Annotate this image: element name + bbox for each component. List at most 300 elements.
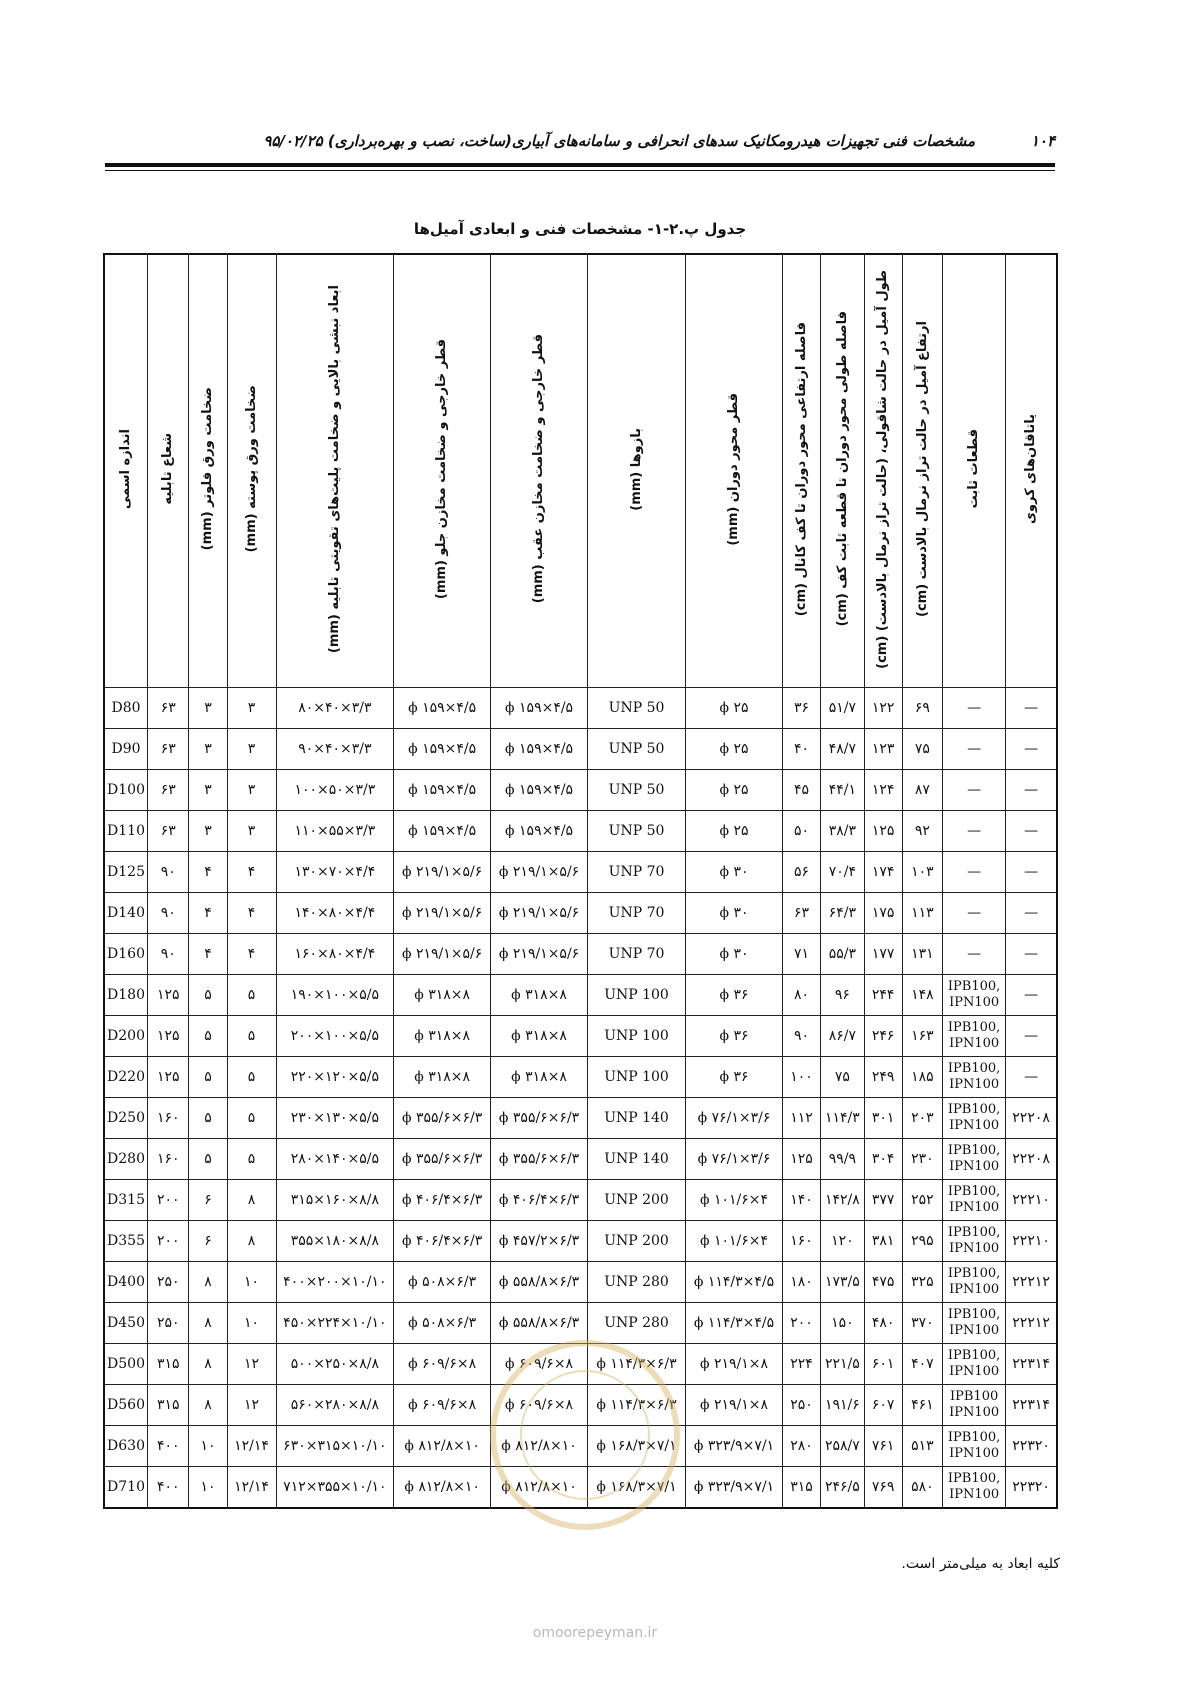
table-cell: — bbox=[1006, 729, 1057, 770]
table-cell: ۴۰۰ bbox=[148, 1426, 189, 1467]
table-cell: ۸۷ bbox=[902, 770, 942, 811]
table-cell: — bbox=[1006, 1057, 1057, 1098]
table-cell: IPB100, IPN100 bbox=[943, 1016, 1006, 1057]
table-cell: D560 bbox=[104, 1385, 148, 1426]
table-cell: ۹۰ bbox=[782, 1016, 820, 1057]
table-cell: ϕ ۲۱۹/۱×۵/۶ bbox=[394, 934, 491, 975]
table-cell: UNP 50 bbox=[588, 729, 686, 770]
column-header-label: قطر خارجی و ضخامت مخازن عقب (mm) bbox=[531, 334, 547, 604]
table-cell: ۱۴۰ bbox=[782, 1180, 820, 1221]
table-cell: ϕ ۳۵۵/۶×۶/۳ bbox=[491, 1098, 588, 1139]
table-cell: ۱۰ bbox=[227, 1262, 276, 1303]
table-cell: IPB100, IPN100 bbox=[943, 975, 1006, 1016]
table-cell: ۱۲۲ bbox=[864, 688, 902, 729]
table-cell: ϕ ۲۵ bbox=[686, 811, 783, 852]
table-cell: ۲۲۳۲۰ bbox=[1006, 1467, 1057, 1509]
table-cell: ۴۵۰×۲۲۴×۱۰/۱۰ bbox=[276, 1303, 394, 1344]
column-header-label: شعاع تابلیه bbox=[160, 433, 176, 505]
table-cell: ۲۲۳۱۴ bbox=[1006, 1385, 1057, 1426]
table-cell: ۲۵۸/۷ bbox=[821, 1426, 865, 1467]
table-cell: ϕ ۲۵ bbox=[686, 729, 783, 770]
table-row bbox=[104, 1262, 1057, 1303]
table-cell: ۷۶۹ bbox=[864, 1467, 902, 1509]
table-cell: ϕ ۱۰۱/۶×۴ bbox=[686, 1180, 783, 1221]
table-cell: ۲۲۰×۱۲۰×۵/۵ bbox=[276, 1057, 394, 1098]
table-cell: ۶۳ bbox=[148, 770, 189, 811]
table-cell: ϕ ۴۰۶/۴×۶/۳ bbox=[491, 1180, 588, 1221]
table-cell: ۵ bbox=[227, 975, 276, 1016]
table-row bbox=[104, 770, 1057, 811]
table-cell: ϕ ۱۵۹×۴/۵ bbox=[394, 811, 491, 852]
table-cell: ۳ bbox=[227, 729, 276, 770]
table-cell: ۳ bbox=[227, 688, 276, 729]
table-cell: ۹۹/۹ bbox=[821, 1139, 865, 1180]
table-cell: UNP 200 bbox=[588, 1221, 686, 1262]
table-cell: ۱۵۰ bbox=[821, 1303, 865, 1344]
table-cell: ۳ bbox=[227, 770, 276, 811]
table-cell: UNP 70 bbox=[588, 893, 686, 934]
table-cell: UNP 50 bbox=[588, 688, 686, 729]
table-cell: ۶ bbox=[189, 1180, 227, 1221]
table-cell: — bbox=[943, 729, 1006, 770]
table-cell: ϕ ۳۰ bbox=[686, 852, 783, 893]
column-header bbox=[189, 254, 227, 688]
table-cell: ϕ ۳۱۸×۸ bbox=[394, 1057, 491, 1098]
table-cell: UNP 50 bbox=[588, 811, 686, 852]
column-header bbox=[588, 254, 686, 688]
table-cell: ۷۱ bbox=[782, 934, 820, 975]
table-cell: ۳۱۵×۱۶۰×۸/۸ bbox=[276, 1180, 394, 1221]
table-cell: ϕ ۱۶۸/۳×۷/۱ bbox=[588, 1426, 686, 1467]
header-rule-thin bbox=[105, 170, 1055, 171]
table-cell: ϕ ۲۱۹/۱×۵/۶ bbox=[394, 852, 491, 893]
table-cell: ϕ ۳۲۳/۹×۷/۱ bbox=[686, 1426, 783, 1467]
column-header-label: طول آمیل در حالت شاقولی، (حالت تراز نرمال بالادست) (cm) bbox=[875, 269, 891, 669]
table-cell: ϕ ۳۱۸×۸ bbox=[491, 1016, 588, 1057]
table-cell: D280 bbox=[104, 1139, 148, 1180]
table-cell: ۷۶۱ bbox=[864, 1426, 902, 1467]
table-cell: ۲۲۱/۵ bbox=[821, 1344, 865, 1385]
table-cell: ۱۲/۱۴ bbox=[227, 1426, 276, 1467]
table-row bbox=[104, 1139, 1057, 1180]
table-cell: ۵۰ bbox=[782, 811, 820, 852]
table-cell: ۸ bbox=[227, 1180, 276, 1221]
table-cell: ϕ ۵۵۸/۸×۶/۳ bbox=[491, 1303, 588, 1344]
table-cell: ۲۰۰ bbox=[782, 1303, 820, 1344]
table-cell: ۲۲۲۱۲ bbox=[1006, 1262, 1057, 1303]
column-header bbox=[864, 254, 902, 688]
table-cell: ۸ bbox=[189, 1262, 227, 1303]
table-row bbox=[104, 688, 1057, 729]
table-cell: UNP 280 bbox=[588, 1303, 686, 1344]
table-cell: ۶۳ bbox=[148, 729, 189, 770]
table-cell: IPB100, IPN100 bbox=[943, 1098, 1006, 1139]
table-cell: ۵۰۰×۲۵۰×۸/۸ bbox=[276, 1344, 394, 1385]
table-cell: ۱۲۵ bbox=[148, 1016, 189, 1057]
table-cell: ۷۵ bbox=[902, 729, 942, 770]
table-cell: ϕ ۱۵۹×۴/۵ bbox=[394, 729, 491, 770]
table-cell: UNP 280 bbox=[588, 1262, 686, 1303]
table-row bbox=[104, 975, 1057, 1016]
table-cell: ۱۱۴/۳ bbox=[821, 1098, 865, 1139]
table-cell: ۸۰×۴۰×۳/۳ bbox=[276, 688, 394, 729]
table-cell: ۱۲۵ bbox=[148, 975, 189, 1016]
table-cell: ۴۰ bbox=[782, 729, 820, 770]
table-cell: ϕ ۳۰ bbox=[686, 893, 783, 934]
table-cell: D80 bbox=[104, 688, 148, 729]
table-row bbox=[104, 1303, 1057, 1344]
table-cell: ۵ bbox=[189, 975, 227, 1016]
table-cell: ϕ ۲۱۹/۱×۵/۶ bbox=[491, 934, 588, 975]
column-header-label: یاتاقان‌های کروی bbox=[1023, 414, 1039, 524]
table-cell: ۳۷۰ bbox=[902, 1303, 942, 1344]
table-cell: UNP 70 bbox=[588, 852, 686, 893]
table-cell: ۶۰۷ bbox=[864, 1385, 902, 1426]
table-cell: ϕ ۸۱۲/۸×۱۰ bbox=[491, 1467, 588, 1509]
table-caption: جدول پ.۲-۱- مشخصات فنی و ابعادی آمیل‌ها bbox=[413, 220, 747, 238]
table-cell: ϕ ۲۱۹/۱×۵/۶ bbox=[491, 852, 588, 893]
table-cell: D125 bbox=[104, 852, 148, 893]
table-cell: IPB100, IPN100 bbox=[943, 1262, 1006, 1303]
table-cell: ۳۶ bbox=[782, 688, 820, 729]
table-cell: ۴ bbox=[227, 934, 276, 975]
table-row bbox=[104, 934, 1057, 975]
table-cell: ۳ bbox=[189, 729, 227, 770]
table-cell: ۱۳۱ bbox=[902, 934, 942, 975]
table-cell: ۲۵۰ bbox=[148, 1303, 189, 1344]
column-header bbox=[943, 254, 1006, 688]
table-cell: UNP 50 bbox=[588, 770, 686, 811]
table-row bbox=[104, 1057, 1057, 1098]
header-rule bbox=[105, 163, 1055, 167]
column-header-label: اندازه اسمی bbox=[118, 428, 134, 510]
table-cell: ϕ ۸۱۲/۸×۱۰ bbox=[394, 1426, 491, 1467]
table-cell: ۵ bbox=[227, 1057, 276, 1098]
table-cell: ۳۱۵ bbox=[782, 1467, 820, 1509]
table-cell: ۱۰ bbox=[227, 1303, 276, 1344]
table-cell: — bbox=[1006, 975, 1057, 1016]
table-cell: ۷۱۲×۳۵۵×۱۰/۱۰ bbox=[276, 1467, 394, 1509]
table-cell: ۱۴۰×۸۰×۴/۴ bbox=[276, 893, 394, 934]
table-cell: ۱۲۵ bbox=[864, 811, 902, 852]
table-cell: ϕ ۳۲۳/۹×۷/۱ bbox=[686, 1467, 783, 1509]
column-header bbox=[902, 254, 942, 688]
table-cell: ۲۳۰×۱۳۰×۵/۵ bbox=[276, 1098, 394, 1139]
table-cell: ۴ bbox=[189, 893, 227, 934]
table-cell: ۳۲۵ bbox=[902, 1262, 942, 1303]
table-cell: ۶۳ bbox=[148, 688, 189, 729]
table-cell: ۴۰۷ bbox=[902, 1344, 942, 1385]
table-cell: ۳ bbox=[189, 811, 227, 852]
table-cell: ۳۰۴ bbox=[864, 1139, 902, 1180]
table-cell: ۴۴/۱ bbox=[821, 770, 865, 811]
table-cell: ϕ ۵۰۸×۶/۳ bbox=[394, 1262, 491, 1303]
footnote: کلیه ابعاد به میلی‌متر است. bbox=[901, 1556, 1060, 1572]
table-cell: ۵۸۰ bbox=[902, 1467, 942, 1509]
table-cell: D90 bbox=[104, 729, 148, 770]
table-cell: UNP 100 bbox=[588, 1016, 686, 1057]
page-header bbox=[105, 128, 1055, 158]
table-cell: ۲۲۴ bbox=[782, 1344, 820, 1385]
table-cell: ۱۳۰×۷۰×۴/۴ bbox=[276, 852, 394, 893]
column-header bbox=[104, 254, 148, 688]
column-header-label: قطر محور دوران (mm) bbox=[726, 392, 742, 546]
table-cell: ϕ ۲۵ bbox=[686, 770, 783, 811]
column-header bbox=[821, 254, 865, 688]
table-cell: ۴۰۰×۲۰۰×۱۰/۱۰ bbox=[276, 1262, 394, 1303]
table-cell: — bbox=[1006, 893, 1057, 934]
table-cell: ۲۴۶/۵ bbox=[821, 1467, 865, 1509]
table-cell: ۱۲ bbox=[227, 1344, 276, 1385]
table-cell: — bbox=[1006, 852, 1057, 893]
table-cell: ϕ ۷۶/۱×۳/۶ bbox=[686, 1139, 783, 1180]
table-cell: ۶۹ bbox=[902, 688, 942, 729]
table-cell: ۲۹۵ bbox=[902, 1221, 942, 1262]
table-cell: ϕ ۱۱۴/۳×۴/۵ bbox=[686, 1262, 783, 1303]
table-cell: ϕ ۶۰۹/۶×۸ bbox=[394, 1344, 491, 1385]
table-cell: D630 bbox=[104, 1426, 148, 1467]
column-header bbox=[1006, 254, 1057, 688]
table-cell: ۲۰۰ bbox=[148, 1221, 189, 1262]
table-cell: ۱۹۰×۱۰۰×۵/۵ bbox=[276, 975, 394, 1016]
table-cell: ۵۶۰×۲۸۰×۸/۸ bbox=[276, 1385, 394, 1426]
table-cell: ۱۶۳ bbox=[902, 1016, 942, 1057]
table-cell: ۳۸/۳ bbox=[821, 811, 865, 852]
table-cell: ϕ ۵۰۸×۶/۳ bbox=[394, 1303, 491, 1344]
table-cell: D180 bbox=[104, 975, 148, 1016]
table-cell: ۱۴۸ bbox=[902, 975, 942, 1016]
table-cell: ۴۶۱ bbox=[902, 1385, 942, 1426]
table-cell: ϕ ۱۵۹×۴/۵ bbox=[491, 729, 588, 770]
table-cell: ϕ ۶۰۹/۶×۸ bbox=[394, 1385, 491, 1426]
table-cell: ۸ bbox=[227, 1221, 276, 1262]
column-header-label: ضخامت ورق پوسته (mm) bbox=[243, 385, 259, 553]
table-cell: ۳۷۷ bbox=[864, 1180, 902, 1221]
table-cell: ۶۴/۳ bbox=[821, 893, 865, 934]
table-cell: ۲۴۶ bbox=[864, 1016, 902, 1057]
table-cell: ۲۵۲ bbox=[902, 1180, 942, 1221]
table-cell: ۸ bbox=[189, 1385, 227, 1426]
table-cell: ۳۱۵ bbox=[148, 1344, 189, 1385]
table-cell: ۵۱۳ bbox=[902, 1426, 942, 1467]
table-cell: ϕ ۴۰۶/۴×۶/۳ bbox=[394, 1221, 491, 1262]
table-row bbox=[104, 811, 1057, 852]
table-row bbox=[104, 1016, 1057, 1057]
table-cell: ϕ ۳۱۸×۸ bbox=[394, 1016, 491, 1057]
table-cell: UNP 140 bbox=[588, 1098, 686, 1139]
table-cell: ۵۶ bbox=[782, 852, 820, 893]
table-cell: ϕ ۸۱۲/۸×۱۰ bbox=[491, 1426, 588, 1467]
table-cell: ۱۸۰ bbox=[782, 1262, 820, 1303]
table-cell: IPB100, IPN100 bbox=[943, 1467, 1006, 1509]
table-cell: ۱۲/۱۴ bbox=[227, 1467, 276, 1509]
table-cell: UNP 100 bbox=[588, 975, 686, 1016]
table-cell: ϕ ۴۵۷/۲×۶/۳ bbox=[491, 1221, 588, 1262]
table-cell: ۲۲۲۱۲ bbox=[1006, 1303, 1057, 1344]
table-cell: ϕ ۳۵۵/۶×۶/۳ bbox=[394, 1139, 491, 1180]
table-cell: ۴۸/۷ bbox=[821, 729, 865, 770]
table-cell: ۴ bbox=[227, 893, 276, 934]
table-cell: ۹۰ bbox=[148, 852, 189, 893]
table-cell: ϕ ۴۰۶/۴×۶/۳ bbox=[394, 1180, 491, 1221]
table-cell: — bbox=[943, 852, 1006, 893]
table-cell: UNP 100 bbox=[588, 1057, 686, 1098]
table-cell: ϕ ۳۰ bbox=[686, 934, 783, 975]
table-cell: ۱۷۷ bbox=[864, 934, 902, 975]
table-cell: ϕ ۲۱۹/۱×۸ bbox=[686, 1344, 783, 1385]
table-cell: ۱۲۵ bbox=[782, 1139, 820, 1180]
table-cell: D160 bbox=[104, 934, 148, 975]
table-cell: ϕ ۱۶۸/۳×۷/۱ bbox=[588, 1467, 686, 1509]
table-cell: ϕ ۲۱۹/۱×۵/۶ bbox=[491, 893, 588, 934]
table-cell: ۹۰ bbox=[148, 893, 189, 934]
table-cell: ϕ ۳۵۵/۶×۶/۳ bbox=[394, 1098, 491, 1139]
table-cell: ۱۸۵ bbox=[902, 1057, 942, 1098]
table-cell: ۳ bbox=[189, 688, 227, 729]
table-cell: — bbox=[1006, 770, 1057, 811]
table-cell: D220 bbox=[104, 1057, 148, 1098]
table-cell: — bbox=[1006, 688, 1057, 729]
table-cell: IPB100, IPN100 bbox=[943, 1426, 1006, 1467]
table-cell: ۱۶۰ bbox=[148, 1098, 189, 1139]
column-header-label: فاصله طولی محور دوران تا قطعه ثابت کف (cm) bbox=[834, 311, 850, 627]
table-cell: ۲۰۳ bbox=[902, 1098, 942, 1139]
table-cell: D200 bbox=[104, 1016, 148, 1057]
table-cell: IPB100 IPN100 bbox=[943, 1385, 1006, 1426]
table-cell: ۱۷۵ bbox=[864, 893, 902, 934]
table-cell: ۶۳ bbox=[148, 811, 189, 852]
table-row bbox=[104, 852, 1057, 893]
column-header bbox=[227, 254, 276, 688]
table-cell: ۵ bbox=[227, 1098, 276, 1139]
table-row bbox=[104, 1098, 1057, 1139]
table-row bbox=[104, 1221, 1057, 1262]
table-cell: ۱۲۳ bbox=[864, 729, 902, 770]
table-cell: ۱۹۱/۶ bbox=[821, 1385, 865, 1426]
table-cell: ۱۱۲ bbox=[782, 1098, 820, 1139]
table-cell: ۱۲۴ bbox=[864, 770, 902, 811]
table-cell: ۱۰۰×۵۰×۳/۳ bbox=[276, 770, 394, 811]
table-cell: ϕ ۱۵۹×۴/۵ bbox=[491, 811, 588, 852]
table-cell: ϕ ۱۱۴/۳×۶/۳ bbox=[588, 1385, 686, 1426]
table-cell: ϕ ۵۵۸/۸×۶/۳ bbox=[491, 1262, 588, 1303]
table-cell: D315 bbox=[104, 1180, 148, 1221]
table-cell: ۴ bbox=[227, 852, 276, 893]
table-cell: ϕ ۳۵۵/۶×۶/۳ bbox=[491, 1139, 588, 1180]
table-cell: ۲۲۲۰۸ bbox=[1006, 1139, 1057, 1180]
table-row bbox=[104, 893, 1057, 934]
table-cell: — bbox=[943, 811, 1006, 852]
table-cell: — bbox=[1006, 934, 1057, 975]
table-cell: ۲۳۰ bbox=[902, 1139, 942, 1180]
table-cell: ۹۶ bbox=[821, 975, 865, 1016]
table-cell: ۵ bbox=[227, 1139, 276, 1180]
table-cell: ۸۰ bbox=[782, 975, 820, 1016]
table-cell: ϕ ۶۰۹/۶×۸ bbox=[491, 1344, 588, 1385]
table-cell: — bbox=[943, 893, 1006, 934]
table-cell: ۲۰۰ bbox=[148, 1180, 189, 1221]
table-cell: ۲۲۳۲۰ bbox=[1006, 1426, 1057, 1467]
table-cell: ۴ bbox=[189, 934, 227, 975]
column-header bbox=[394, 254, 491, 688]
column-header-label: ضخامت ورق فلوتر (mm) bbox=[200, 387, 216, 551]
column-header-label: ارتفاع آمیل در حالت تراز نرمال بالادست (cm) bbox=[914, 321, 930, 617]
table-cell: D400 bbox=[104, 1262, 148, 1303]
table-cell: ۱۷۴ bbox=[864, 852, 902, 893]
table-cell: D100 bbox=[104, 770, 148, 811]
table-cell: ۵۱/۷ bbox=[821, 688, 865, 729]
table-cell: D500 bbox=[104, 1344, 148, 1385]
table-cell: ϕ ۲۱۹/۱×۵/۶ bbox=[394, 893, 491, 934]
table-cell: ۲۴۴ bbox=[864, 975, 902, 1016]
table-cell: UNP 200 bbox=[588, 1180, 686, 1221]
table-cell: — bbox=[943, 770, 1006, 811]
table-cell: IPB100, IPN100 bbox=[943, 1139, 1006, 1180]
table-cell: IPB100, IPN100 bbox=[943, 1057, 1006, 1098]
page-number: ۱۰۴ bbox=[1030, 132, 1055, 150]
column-header bbox=[148, 254, 189, 688]
table-cell: ϕ ۱۱۴/۳×۴/۵ bbox=[686, 1303, 783, 1344]
table-cell: ۳۰۱ bbox=[864, 1098, 902, 1139]
table-cell: ۲۵۰ bbox=[782, 1385, 820, 1426]
table-cell: ۱۶۰×۸۰×۴/۴ bbox=[276, 934, 394, 975]
table-cell: ۲۲۲۱۰ bbox=[1006, 1221, 1057, 1262]
table-cell: ۶۰۱ bbox=[864, 1344, 902, 1385]
table-cell: ۱۲ bbox=[227, 1385, 276, 1426]
table-cell: — bbox=[1006, 1016, 1057, 1057]
table-cell: ۱۰۳ bbox=[902, 852, 942, 893]
table-cell: ۱۲۵ bbox=[148, 1057, 189, 1098]
table-cell: ۲۲۲۱۰ bbox=[1006, 1180, 1057, 1221]
table-cell: ۵ bbox=[189, 1139, 227, 1180]
table-cell: ۳۱۵ bbox=[148, 1385, 189, 1426]
table-cell: ۱۲۰ bbox=[821, 1221, 865, 1262]
column-header-label: بازوها (mm) bbox=[628, 427, 644, 511]
table-cell: ۲۲۳۱۴ bbox=[1006, 1344, 1057, 1385]
table-cell: ۱۶۰ bbox=[148, 1139, 189, 1180]
table-cell: ϕ ۱۵۹×۴/۵ bbox=[491, 770, 588, 811]
table-cell: ۴ bbox=[189, 852, 227, 893]
table-cell: IPB100, IPN100 bbox=[943, 1180, 1006, 1221]
table-cell: ۷۰/۴ bbox=[821, 852, 865, 893]
column-header-label: قطر خارجی و ضخامت مخازن جلو (mm) bbox=[434, 338, 450, 600]
table-cell: ۱۱۳ bbox=[902, 893, 942, 934]
table-row bbox=[104, 1180, 1057, 1221]
table-cell: ۹۰ bbox=[148, 934, 189, 975]
table-cell: ۳ bbox=[189, 770, 227, 811]
table-cell: ϕ ۳۱۸×۸ bbox=[491, 1057, 588, 1098]
table-cell: ϕ ۸۱۲/۸×۱۰ bbox=[394, 1467, 491, 1509]
table-cell: ۲۸۰×۱۴۰×۵/۵ bbox=[276, 1139, 394, 1180]
table-cell: ۱۰ bbox=[189, 1467, 227, 1509]
column-header-label: قطعات ثابت bbox=[966, 429, 982, 509]
table-cell: ۲۵۰ bbox=[148, 1262, 189, 1303]
table-cell: ۹۰×۴۰×۳/۳ bbox=[276, 729, 394, 770]
table-cell: ۳۸۱ bbox=[864, 1221, 902, 1262]
stamp-seal-inner bbox=[520, 1370, 650, 1500]
table-cell: — bbox=[943, 934, 1006, 975]
table-cell: D140 bbox=[104, 893, 148, 934]
table-cell: ۸۶/۷ bbox=[821, 1016, 865, 1057]
table-cell: ۱۰ bbox=[189, 1426, 227, 1467]
table-cell: ۵۵/۳ bbox=[821, 934, 865, 975]
table-cell: IPB100, IPN100 bbox=[943, 1221, 1006, 1262]
column-header bbox=[782, 254, 820, 688]
table-cell: ۷۵ bbox=[821, 1057, 865, 1098]
table-row bbox=[104, 729, 1057, 770]
table-cell: D355 bbox=[104, 1221, 148, 1262]
table-cell: ۹۲ bbox=[902, 811, 942, 852]
